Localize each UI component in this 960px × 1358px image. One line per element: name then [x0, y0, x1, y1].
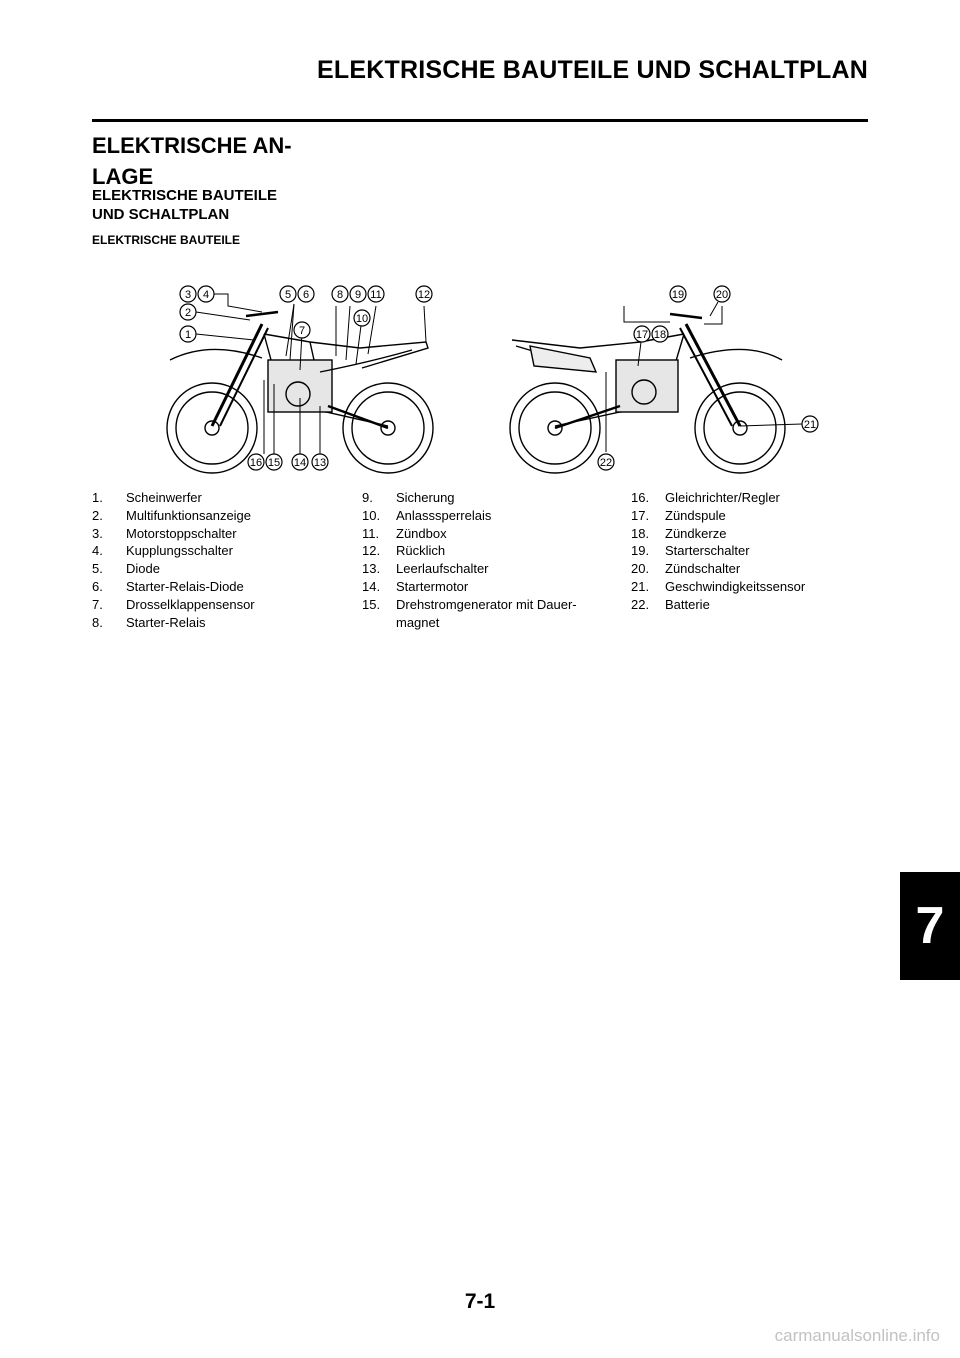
svg-text:21: 21 [803, 419, 817, 431]
callout-6 [298, 286, 314, 302]
legend-item: 16. Gleichrichter/Regler [631, 490, 780, 505]
legend-item: 4. Kupplungsschalter [92, 543, 233, 559]
callout-16 [248, 454, 264, 470]
callout-11 [368, 286, 384, 302]
header-rule [92, 119, 868, 122]
legend-column-3 [631, 489, 871, 614]
legend-item: 21. Geschwindigkeitssensor [631, 578, 806, 594]
svg-text:1: 1 [184, 329, 192, 341]
svg-text:9: 9 [354, 289, 362, 301]
svg-text:19: 19 [671, 289, 685, 301]
callout-17 [634, 326, 650, 342]
legend-item: 13. Leerlaufschalter [362, 561, 489, 577]
callout-18 [652, 326, 668, 342]
callout-15 [266, 454, 282, 470]
svg-text:6: 6 [302, 289, 310, 301]
callout-3 [180, 286, 196, 302]
svg-text:7: 7 [298, 325, 306, 337]
svg-text:10: 10 [355, 313, 369, 325]
legend-item: 3. Motorstoppschalter [92, 525, 237, 541]
svg-text:2: 2 [184, 307, 192, 319]
legend-item: 8. Starter-Relais [92, 614, 206, 630]
legend-item: 2. Multifunktionsanzeige [92, 507, 252, 523]
callout-13 [312, 454, 328, 470]
legend-column-2 [362, 489, 602, 631]
svg-text:18: 18 [653, 329, 667, 341]
legend-item: 17. Zündspule [631, 507, 726, 523]
callout-14 [292, 454, 308, 470]
legend-item: 22. Batterie [631, 596, 710, 612]
callout-5 [280, 286, 296, 302]
legend-column-1 [92, 489, 332, 631]
callout-10 [354, 310, 370, 326]
legend-item: 10. Anlasssperrelais [362, 507, 492, 523]
svg-text:12: 12 [417, 289, 431, 301]
svg-text:16: 16 [249, 457, 263, 469]
motorcycle-component-diagram [150, 276, 830, 476]
callout-22 [598, 454, 614, 470]
legend-item: 1. Scheinwerfer [92, 490, 202, 505]
callout-21 [802, 416, 818, 432]
svg-text:14: 14 [293, 457, 307, 469]
callout-9 [350, 286, 366, 302]
svg-text:11: 11 [370, 289, 382, 301]
callout-2 [180, 304, 196, 320]
legend-item: 6. Starter-Relais-Diode [92, 578, 244, 594]
running-title: ELEKTRISCHE BAUTEILE UND SCHALTPLAN [317, 56, 868, 84]
svg-text:4: 4 [202, 289, 210, 301]
subsection-heading: ELEKTRISCHE BAUTEILE UND SCHALTPLAN [92, 187, 278, 223]
svg-text:3: 3 [184, 289, 192, 301]
legend-item: 9. Sicherung [362, 490, 455, 505]
svg-text:8: 8 [336, 289, 344, 301]
section-heading: ELEKTRISCHE AN- LAGE [92, 133, 292, 189]
legend-item: 20. Zündschalter [631, 561, 741, 577]
svg-text:13: 13 [313, 457, 327, 469]
svg-text:20: 20 [715, 289, 729, 301]
legend-item: 15. Drehstromgenerator mit Dauer-magnet [362, 596, 577, 630]
callout-8 [332, 286, 348, 302]
legend-item: 18. Zündkerze [631, 525, 727, 541]
legend-item: 14. Startermotor [362, 578, 469, 594]
legend-item: 11. Zündbox [362, 525, 447, 541]
callout-12 [416, 286, 432, 302]
callout-4 [198, 286, 214, 302]
legend-item: 5. Diode [92, 561, 160, 577]
watermark: carmanualsonline.info [774, 1326, 940, 1345]
callout-19 [670, 286, 686, 302]
callout-20 [714, 286, 730, 302]
chapter-tab: 7 [900, 872, 960, 980]
svg-text:22: 22 [599, 457, 613, 469]
svg-text:5: 5 [284, 289, 292, 301]
callout-7 [294, 322, 310, 338]
page-number: 7-1 [464, 1290, 496, 1313]
sub-subsection-heading: ELEKTRISCHE BAUTEILE [92, 233, 241, 247]
legend-item: 7. Drosselklappensensor [92, 596, 255, 612]
svg-text:15: 15 [267, 457, 281, 469]
callout-1 [180, 326, 196, 342]
svg-text:17: 17 [635, 329, 649, 341]
legend-item: 12. Rücklich [362, 543, 446, 559]
legend-item: 19. Starterschalter [631, 543, 750, 559]
